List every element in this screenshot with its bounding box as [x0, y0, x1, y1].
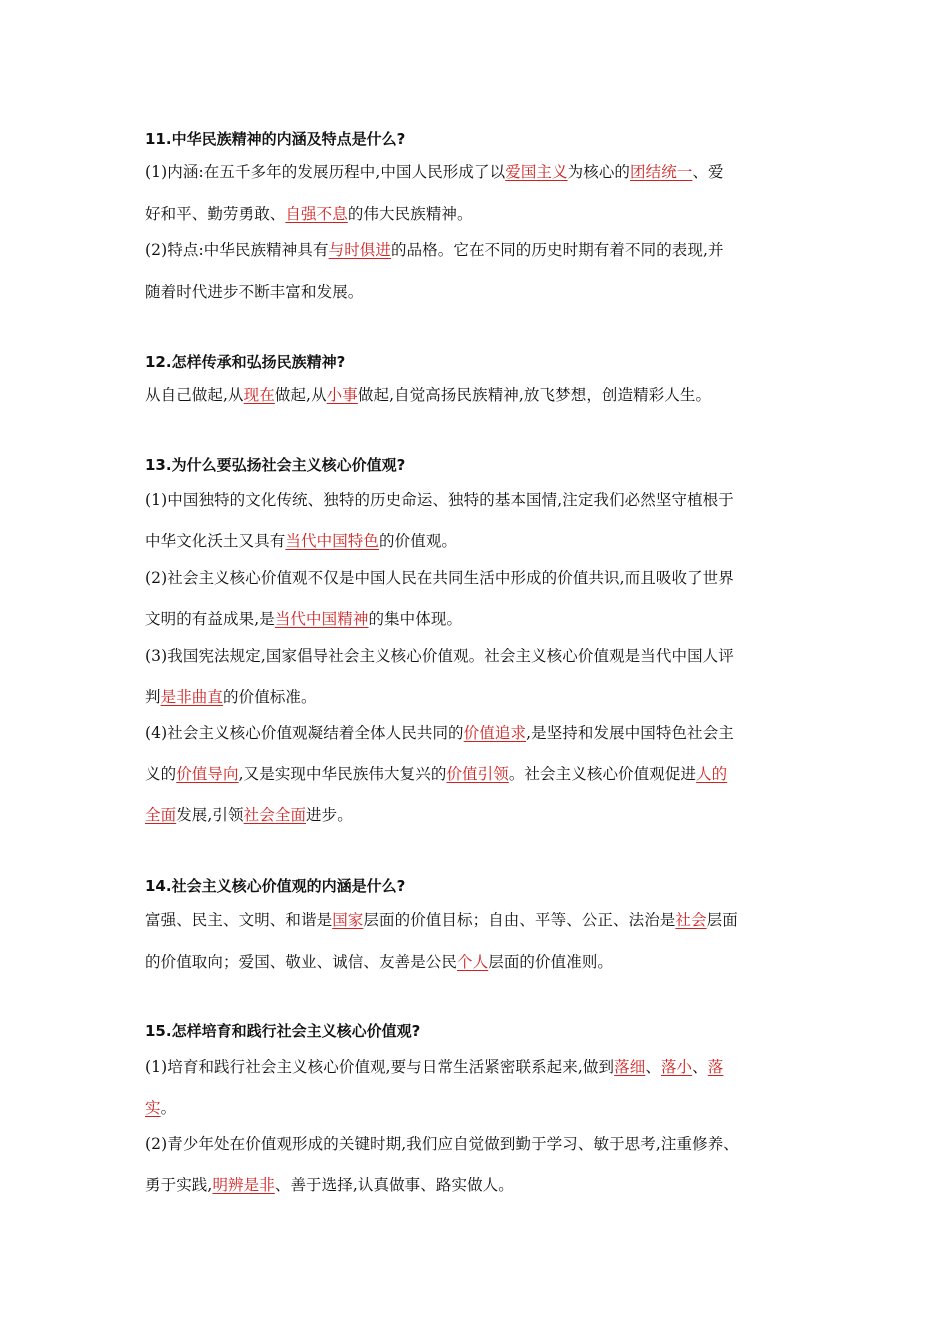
paragraph-line [145, 909, 825, 931]
text-run: 的价值观。 [379, 532, 458, 550]
highlighted-term: 实 [145, 1099, 161, 1117]
question-heading: 11.中华民族精神的内涵及特点是什么? [145, 130, 406, 148]
text-run: (1)培育和践行社会主义核心价值观,要与日常生活紧密联系起来,做到 [145, 1058, 615, 1076]
highlighted-term: 与时俱进 [328, 241, 391, 259]
text-run: 富强、民主、文明、和谐是 [145, 911, 333, 929]
paragraph-line [145, 686, 825, 708]
paragraph-line [145, 804, 825, 826]
highlighted-term: 人的 [696, 765, 728, 783]
text-run: 、爱 [692, 163, 724, 181]
paragraph-line [145, 1133, 825, 1155]
paragraph-line [145, 530, 825, 552]
paragraph-line [145, 489, 825, 511]
question-heading: 15.怎样培育和践行社会主义核心价值观? [145, 1022, 421, 1040]
question-heading: 13.为什么要弘扬社会主义核心价值观? [145, 456, 406, 474]
paragraph-line [145, 567, 825, 589]
text-run: 的伟大民族精神。 [347, 205, 473, 223]
paragraph-line [145, 722, 825, 744]
text-run: (1)中国独特的文化传统、独特的历史命运、独特的基本国情,注定我们必然坚守植根于 [145, 491, 734, 509]
text-run: 进步。 [306, 806, 353, 824]
text-run: (3)我国宪法规定,国家倡导社会主义核心价值观。社会主义核心价值观是当代中国人评 [145, 647, 734, 665]
text-run: 。社会主义核心价值观促进 [508, 765, 697, 783]
text-run: (2)青少年处在价值观形成的关键时期,我们应自觉做到勤于学习、敏于思考,注重修养、 [145, 1135, 739, 1153]
text-run: 做起,自觉高扬民族精神,放飞梦想，创造精彩人生。 [357, 386, 712, 404]
text-run: 、 [645, 1058, 661, 1076]
paragraph-line [145, 608, 825, 630]
highlighted-term: 个人 [457, 953, 489, 971]
text-run: 的集中体现。 [368, 610, 463, 628]
text-run: (2)社会主义核心价值观不仅是中国人民在共同生活中形成的价值共识,而且吸收了世界 [145, 569, 734, 587]
text-run: 的价值取向；爱国、敬业、诚信、友善是公民 [145, 953, 458, 971]
text-run: 的价值标准。 [223, 688, 317, 706]
text-run: 、善于选择,认真做事、路实做人。 [274, 1176, 514, 1194]
text-run: 做起,从 [274, 386, 327, 404]
highlighted-term: 是非曲直 [160, 688, 224, 706]
highlighted-term: 现在 [243, 386, 275, 404]
highlighted-term: 明辨是非 [212, 1176, 275, 1194]
highlighted-term: 价值追求 [463, 724, 527, 742]
highlighted-term: 价值引领 [446, 765, 509, 783]
highlighted-term: 当代中国精神 [274, 610, 369, 628]
text-run: 义的 [145, 765, 177, 783]
highlighted-term: 落细 [614, 1058, 646, 1076]
paragraph-line [145, 239, 825, 261]
paragraph-line [145, 1056, 825, 1078]
text-run: ,是坚持和发展中国特色社会主 [526, 724, 734, 742]
text-run: ,又是实现中华民族伟大复兴的 [238, 765, 447, 783]
paragraph-line [145, 203, 825, 225]
paragraph-line [145, 645, 825, 667]
text-run: 层面的价值准则。 [488, 953, 614, 971]
text-run: 、 [692, 1058, 708, 1076]
text-run: 。 [160, 1099, 177, 1117]
text-run: (1)内涵:在五千多年的发展历程中,中国人民形成了以 [145, 163, 506, 181]
highlighted-term: 价值导向 [176, 765, 239, 783]
question-heading: 14.社会主义核心价值观的内涵是什么? [145, 877, 406, 895]
paragraph-line [145, 763, 825, 785]
highlighted-term: 团结统一 [630, 163, 693, 181]
text-run: 随着时代进步不断丰富和发展。 [145, 283, 364, 301]
highlighted-term: 落 [707, 1058, 724, 1076]
text-run: 判 [145, 688, 161, 706]
text-run: 层面的价值目标；自由、平等、公正、法治是 [363, 911, 676, 929]
text-run: 从自己做起,从 [145, 386, 244, 404]
highlighted-term: 落小 [660, 1058, 693, 1076]
text-run: 发展,引领 [176, 806, 244, 824]
text-run: 层面 [706, 911, 738, 929]
highlighted-term: 社会全面 [243, 806, 307, 824]
text-run: 好和平、勤劳勇敢、 [145, 205, 286, 223]
text-run: 中华文化沃土又具有 [145, 532, 286, 550]
text-run: (2)特点:中华民族精神具有 [145, 241, 329, 259]
highlighted-term: 社会 [675, 911, 707, 929]
paragraph-line [145, 951, 825, 973]
highlighted-term: 当代中国特色 [285, 532, 380, 550]
paragraph-line [145, 161, 825, 183]
highlighted-term: 自强不息 [285, 205, 348, 223]
highlighted-term: 爱国主义 [505, 163, 568, 181]
text-run: 勇于实践, [145, 1176, 213, 1194]
paragraph-line [145, 384, 825, 406]
paragraph-line [145, 1097, 825, 1119]
text-run: 的品格。它在不同的历史时期有着不同的表现,并 [391, 241, 724, 259]
highlighted-term: 全面 [145, 806, 177, 824]
highlighted-term: 小事 [326, 386, 358, 404]
question-heading: 12.怎样传承和弘扬民族精神? [145, 353, 346, 371]
paragraph-line [145, 281, 825, 303]
text-run: (4)社会主义核心价值观凝结着全体人民共同的 [145, 724, 464, 742]
highlighted-term: 国家 [332, 911, 364, 929]
paragraph-line [145, 1174, 825, 1196]
text-run: 为核心的 [567, 163, 631, 181]
text-run: 文明的有益成果,是 [145, 610, 275, 628]
